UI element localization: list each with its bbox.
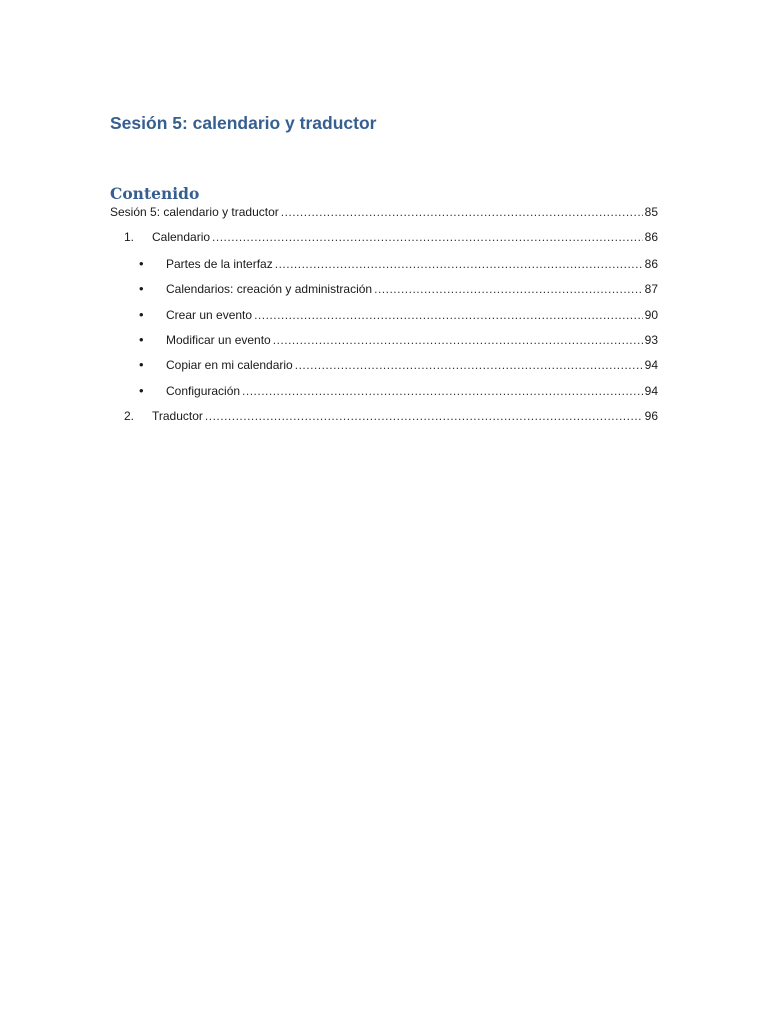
toc-leader <box>273 333 643 347</box>
toc-page-number: 94 <box>644 358 658 372</box>
toc-entry-label: Configuración <box>166 384 241 398</box>
toc-leader <box>281 205 643 219</box>
toc-number-marker: 1. <box>124 230 135 244</box>
toc-heading: Contenido <box>110 184 200 203</box>
toc-entry-label: Partes de la interfaz <box>166 257 273 271</box>
bullet-icon: • <box>139 383 144 398</box>
toc-entry[interactable] <box>139 383 658 401</box>
bullet-icon: • <box>139 307 144 322</box>
toc-entry[interactable] <box>124 409 658 427</box>
toc-leader <box>205 409 643 423</box>
bullet-icon: • <box>139 332 144 347</box>
toc-leader <box>254 308 643 322</box>
toc-number-marker: 2. <box>124 409 135 423</box>
toc-entry[interactable] <box>139 332 658 350</box>
toc-entry-label: Crear un evento <box>166 308 253 322</box>
toc-page-number: 93 <box>644 333 658 347</box>
toc-page-number: 90 <box>644 308 658 322</box>
toc-entry-label: Sesión 5: calendario y traductor <box>110 205 279 219</box>
toc-entry[interactable] <box>124 230 658 248</box>
bullet-icon: • <box>139 357 144 372</box>
toc-leader <box>275 257 643 271</box>
toc-leader <box>242 384 643 398</box>
toc-entry[interactable] <box>110 205 658 223</box>
toc-entry-label: Traductor <box>152 409 203 423</box>
bullet-icon: • <box>139 281 144 296</box>
toc-page-number: 87 <box>644 282 658 296</box>
toc-leader <box>374 282 643 296</box>
toc-entry-label: Calendarios: creación y administración <box>166 282 373 296</box>
toc-entry[interactable] <box>139 357 658 375</box>
toc-leader <box>295 358 643 372</box>
toc-page-number: 86 <box>644 230 658 244</box>
toc-entry[interactable] <box>139 256 658 274</box>
toc-leader <box>212 230 643 244</box>
toc-page-number: 86 <box>644 257 658 271</box>
toc-entry[interactable] <box>139 281 658 299</box>
toc-page-number: 85 <box>644 205 658 219</box>
toc-entry[interactable] <box>139 307 658 325</box>
toc-page-number: 96 <box>644 409 658 423</box>
toc-entry-label: Calendario <box>152 230 211 244</box>
toc-page-number: 94 <box>644 384 658 398</box>
session-title: Sesión 5: calendario y traductor <box>110 113 377 133</box>
toc-entry-label: Copiar en mi calendario <box>166 358 293 372</box>
bullet-icon: • <box>139 256 144 271</box>
toc-entry-label: Modificar un evento <box>166 333 271 347</box>
